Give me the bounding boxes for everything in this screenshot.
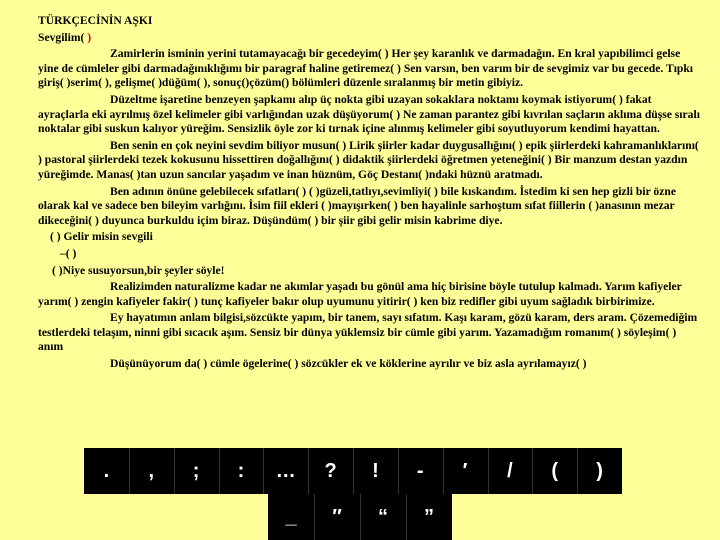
cell-divider [532,448,533,494]
dialogue-line: ( ) Gelir misin sevgili [50,230,153,244]
paragraph: Ben adının önüne gelebilecek sıfatları( ) ( )güzeli,tatlıyı,sevimliyi( ) bile kıskandım. İstedim ki sen hep gizli bir özne olarak kal ve sadece ben bileyim varlığını. İsim fiil ekleri ( )mayışırken( ) ben hayalinle sarhoştum sıfat fiillerin ( )anasının mezar dikeceğini( ) duyunca burkuldu içim biraz. Düşündüm( ) bir şiir gibi gelir misin kabrime diye. [38,184,676,227]
punctuation-mark: ″ [332,505,342,528]
punctuation-mark: _ [285,505,297,528]
punctuation-mark: ( [551,459,559,482]
punctuation-mark: ! [372,459,379,482]
dialogue-line: –( ) [60,246,77,260]
paragraph: Düzeltme işaretine benzeyen şapkamı alıp üç nokta gibi uzayan sokaklara noktamı koymak istiyorum( ) fakat ayraçlarla eki ayrılmış özel kelimeler gibi varlığından uzak düşüyorum( ) Ne zaman parantez gibi kıvrılan saçların aklıma düşse sıralı noktalar gibi suskun kalıyor yüreğim. Sensizlik öyle zor ki tırnak içine alınmış kelimeler gibi soyutluyorum kendimi hayattan. [38,92,700,136]
punctuation-strip-bottom [268,494,452,540]
cell-divider [488,448,489,494]
salutation [38,31,702,46]
punctuation-mark: . [103,459,110,482]
cell-divider [443,448,444,494]
cell-divider [308,448,309,494]
punctuation-mark: , [148,459,155,482]
punctuation-mark: ” [424,505,434,528]
punctuation-mark: ′ [462,459,468,482]
punctuation-mark: - [416,459,424,482]
punctuation-mark: ) [596,459,603,482]
punctuation-strip-top [84,448,622,494]
paragraph: Ben senin en çok neyini sevdim biliyor musun( ) Lirik şiirler kadar duygusallığını( ) epik şiirlerdeki kahramanlıklarını( ) pastoral şiirlerdeki tezek kokusunu hissettiren doğallığını( ) didaktik şiirlerdeki öğretmen yeteneğini( ) Bir manzum destan yazdın yüreğimde. Manas( )tan uzun sancılar yaşadım ve inan hüznüm, Göç Destanı( )ndaki hüznü aratmadı. [38,138,699,181]
cell-divider [314,494,315,540]
page-title: TÜRKÇECİNİN AŞKI [38,14,153,27]
punctuation-mark: “ [378,505,388,528]
cell-divider [353,448,354,494]
cell-divider [129,448,130,494]
cell-divider [406,494,407,540]
paragraph: Zamirlerin isminin yerini tutamayacağı bir gecedeyim( ) Her şey karanlık ve darmadağın. En kral yapıbilimci gelse yine de cümleler gibi darmadağınıklığımı bir paragraf haline getiremez( ) Sen varsın, ben varım bir de sevgimiz var bu gecede. Tıpkı giriş( )serim( ), gelişme( )düğüm( ), sonuç()çözüm() bölümleri düzenle sıralanmış bir metin gibiyiz. [38,47,694,90]
cell-divider [263,448,264,494]
punctuation-mark: ; [192,459,200,482]
punctuation-mark: … [275,459,296,482]
document-body [38,14,702,374]
paragraph: Düşünüyorum da( ) cümle ögelerine( ) sözcükler ek ve köklerine ayrılır ve biz asla ayrılamayız( ) [110,357,587,371]
cell-divider [174,448,175,494]
punctuation-mark: / [507,459,513,482]
paragraph: Realizimden naturalizme kadar ne akımlar yaşadı bu gönül ama hiç birisine böyle tutulup kalmadı. Yarım kafiyeler yarım( ) zengin kafiyeler fakir( ) tunç kafiyeler bakır olup uyumunu yitirir( ) ken biz redifler gibi uyum sağladık birbirimize. [38,280,682,308]
paragraph: Ey hayatımın anlam bilgisi,sözcükte yapım, bir tanem, sayı sıfatım. Kaşı karam, gözü karam, ders aram. Çözemediğim testlerdeki telaşım, ninni gibi sıcacık aşım. Sensiz bir dünya yüklemsiz bir cümle gibi yarım. Yazamadığım romanım( ) söyleşim( ) anım [38,311,698,354]
dialogue-line: ( )Niye susuyorsun,bir şeyler söyle! [52,263,225,277]
cell-divider [219,448,220,494]
cell-divider [577,448,578,494]
punctuation-mark: : [237,459,245,482]
salutation-mark: ) [87,30,92,44]
cell-divider [360,494,361,540]
cell-divider [398,448,399,494]
punctuation-mark: ? [324,459,337,482]
salutation-text: Sevgilim( [38,30,88,44]
